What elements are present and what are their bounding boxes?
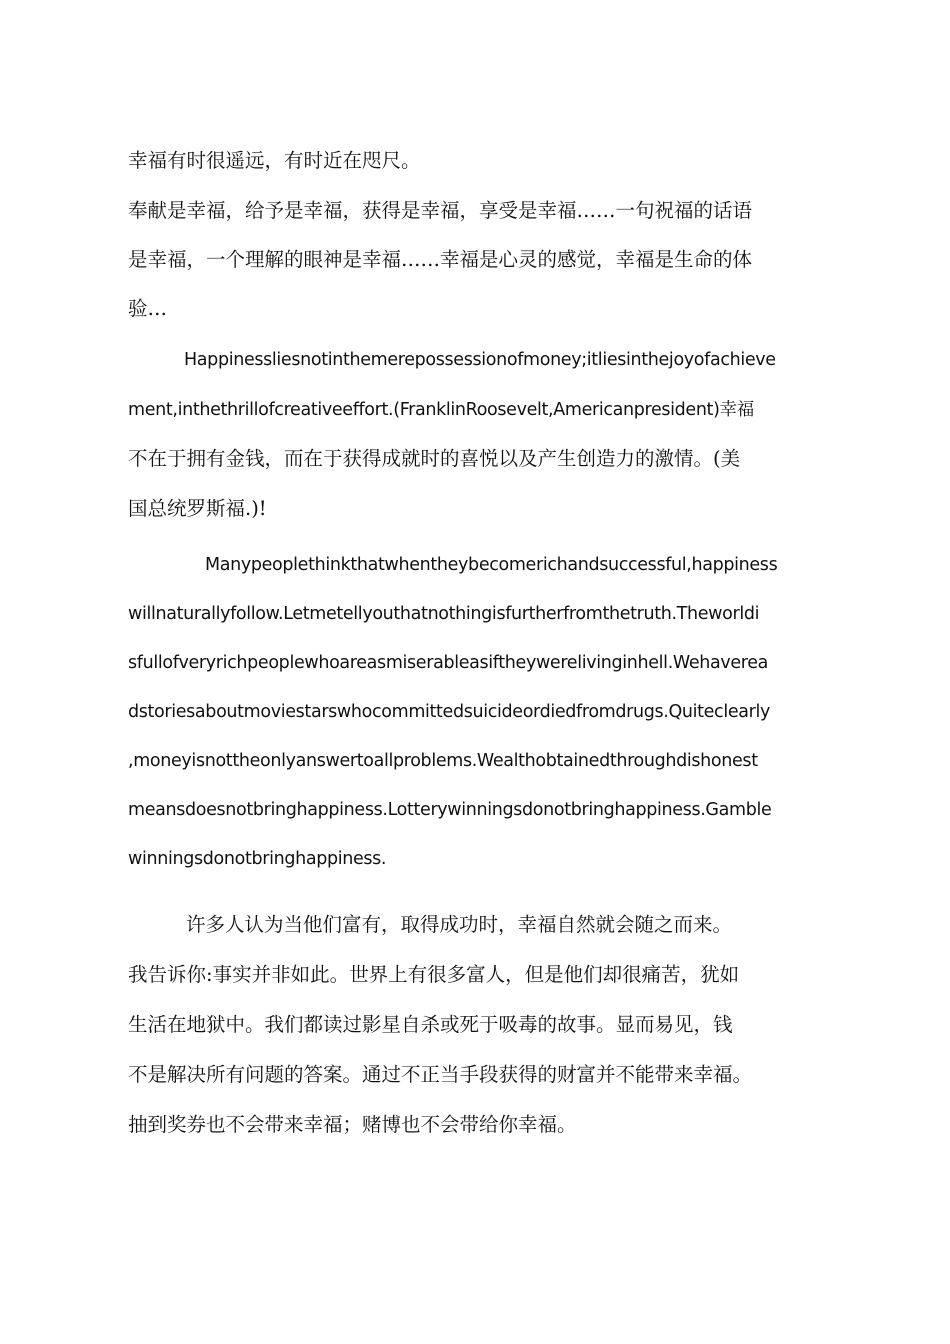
text-line: Happinessliesnotinthemerepossessionofmoney;itliesinthejoyofachieve [184,350,776,370]
text-line: willnaturallyfollow.Letmetellyouthatnothingisfurtherfromthetruth.Theworldi [128,604,760,624]
text-line: sfullofveryrichpeoplewhoareasmiserableasiftheywerelivinginhell.Wehaverea [128,653,769,673]
text-line: 不在于拥有金钱，而在于获得成就时的喜悦以及产生创造力的激情。(美 [128,447,741,470]
text-line: meansdoesnotbringhappiness.Lotterywinningsdonotbringhappiness.Gamble [128,800,772,820]
text-line: 验… [128,297,168,320]
text-line: 是幸福，一个理解的眼神是幸福……幸福是心灵的感觉，幸福是生命的体 [128,248,753,271]
text-line: 国总统罗斯福.)! [128,497,267,520]
text-line: winningsdonotbringhappiness. [128,849,387,869]
text-line: 生活在地狱中。我们都读过影星自杀或死于吸毒的故事。显而易见，钱 [128,1013,733,1036]
text-line: 幸福有时很遥远，有时近在咫尺。 [128,149,421,172]
text-line: ment,inthethrillofcreativeeffort.(FranklinRoosevelt,Americanpresident)幸福 [128,400,754,420]
text-line: 奉献是幸福，给予是幸福，获得是幸福，享受是幸福……一句祝福的话语 [128,199,753,222]
text-line: Manypeoplethinkthatwhentheybecomerichandsuccessful,happiness [205,555,778,575]
text-line: 抽到奖券也不会带来幸福；赌博也不会带给你幸福。 [128,1113,577,1136]
text-line: dstoriesaboutmoviestarswhocommittedsuicideordiedfromdrugs.Quiteclearly [128,702,770,722]
text-line: 我告诉你:事实并非如此。世界上有很多富人，但是他们却很痛苦，犹如 [128,963,740,986]
text-line: 不是解决所有问题的答案。通过不正当手段获得的财富并不能带来幸福。 [128,1063,753,1086]
text-line: 许多人认为当他们富有，取得成功时，幸福自然就会随之而来。 [186,913,733,936]
text-line: ,moneyisnottheonlyanswertoallproblems.Wealthobtainedthroughdishonest [128,751,758,771]
